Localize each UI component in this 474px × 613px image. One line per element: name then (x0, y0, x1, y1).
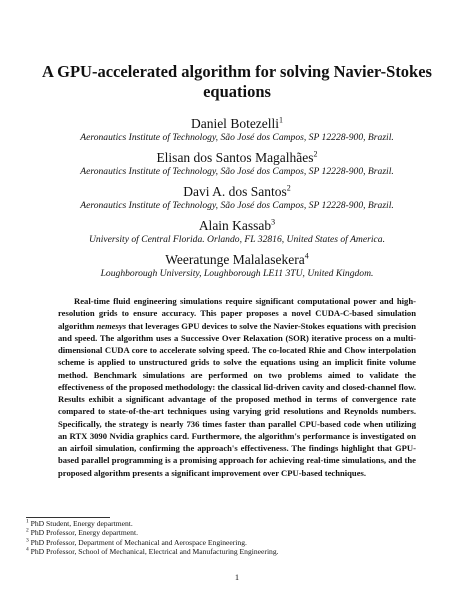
footnote-text: PhD Professor, Department of Mechanical and Aerospace Engineering. (30, 537, 247, 547)
author-name (20, 116, 454, 132)
footnote (26, 547, 446, 556)
footnote (26, 528, 446, 537)
author-affiliation: University of Central Florida. Orlando, FL 32816, United States of America. (89, 234, 385, 245)
author-name (20, 252, 454, 268)
author-block (20, 150, 454, 178)
author-name (20, 218, 454, 234)
author-name-text: Alain Kassab (198, 218, 272, 233)
algorithm-name: nemesys (96, 320, 127, 331)
author-name (20, 184, 454, 200)
author-block (20, 252, 454, 280)
author-footnote-mark: 2 (286, 183, 291, 193)
author-footnote-mark: 1 (279, 115, 284, 125)
author-footnote-mark: 4 (304, 251, 309, 261)
author-name (20, 150, 454, 166)
author-block (20, 116, 454, 144)
abstract-text: Real-time fluid engineering simulations require significant computational power and high-resolution grids to ensure accuracy. This paper proposes a novel CUDA-C-based simulation algorithm (58, 296, 416, 331)
footnote-mark: 3 (26, 537, 29, 544)
footnote (26, 538, 446, 547)
footnote-text: PhD Professor, Energy department. (30, 528, 138, 538)
author-block (20, 184, 454, 212)
footnote-mark: 2 (26, 527, 29, 534)
author-affiliation: Aeronautics Institute of Technology, São José dos Campos, SP 12228-900, Brazil. (80, 200, 394, 211)
author-affiliation: Aeronautics Institute of Technology, São José dos Campos, SP 12228-900, Brazil. (80, 166, 394, 177)
author-name-text: Davi A. dos Santos (183, 184, 287, 199)
paper-title: A GPU-accelerated algorithm for solving Navier-Stokes equations (42, 62, 432, 101)
footnote-rule (26, 517, 110, 518)
footnote-text: PhD Professor, School of Mechanical, Electrical and Manufacturing Engineering. (30, 546, 279, 556)
footnotes (26, 519, 446, 556)
abstract (58, 295, 416, 479)
author-affiliation: Loughborough University, Loughborough LE11 3TU, United Kingdom. (100, 268, 374, 279)
footnote (26, 519, 446, 528)
author-footnote-mark: 3 (271, 217, 276, 227)
footnote-mark: 1 (26, 518, 29, 525)
author-affiliation: Aeronautics Institute of Technology, São José dos Campos, SP 12228-900, Brazil. (80, 132, 394, 143)
footnote-mark: 4 (26, 546, 29, 553)
author-footnote-mark: 2 (313, 149, 318, 159)
author-name-text: Elisan dos Santos Magalhães (156, 150, 314, 165)
author-name-text: Weeratunge Malalasekera (165, 252, 305, 267)
page-number: 1 (234, 572, 240, 582)
author-block (20, 218, 454, 246)
abstract-text: that leverages GPU devices to solve the Navier-Stokes equations with precision and speed. The algorithm uses a Successive Over Relaxation (SOR) iterative process on a multi-dimensional CUDA core to accelerate solving speed. The co-located Rhie and Chow interpolation scheme is applied to unstructured grids to solve the equations using an implicit finite volume method. Benchmark simulations are performed on two problems aimed to validate the effectiveness of the proposed methodology: the classical lid-driven cavity and closed-channel flow. Results exhibit a significant advantage of the proposed method in terms of convergence rate compared to state-of-the-art techniques using varying grid resolutions and Reynolds numbers. Specifically, the strategy is nearly 736 times faster than parallel CPU-based code when utilizing an RTX 3090 Nvidia graphics card. Furthermore, the algorithm's performance is investigated on an airfoil simulation, confirming the approach's effectiveness. The findings highlight that GPU-based parallel programming is a promising approach for achieving real-time simulations, and the proposed algorithm presents a significant improvement over CPU-based techniques. (58, 320, 416, 478)
footnote-text: PhD Student, Energy department. (30, 519, 133, 528)
author-name-text: Daniel Botezelli (190, 116, 280, 131)
